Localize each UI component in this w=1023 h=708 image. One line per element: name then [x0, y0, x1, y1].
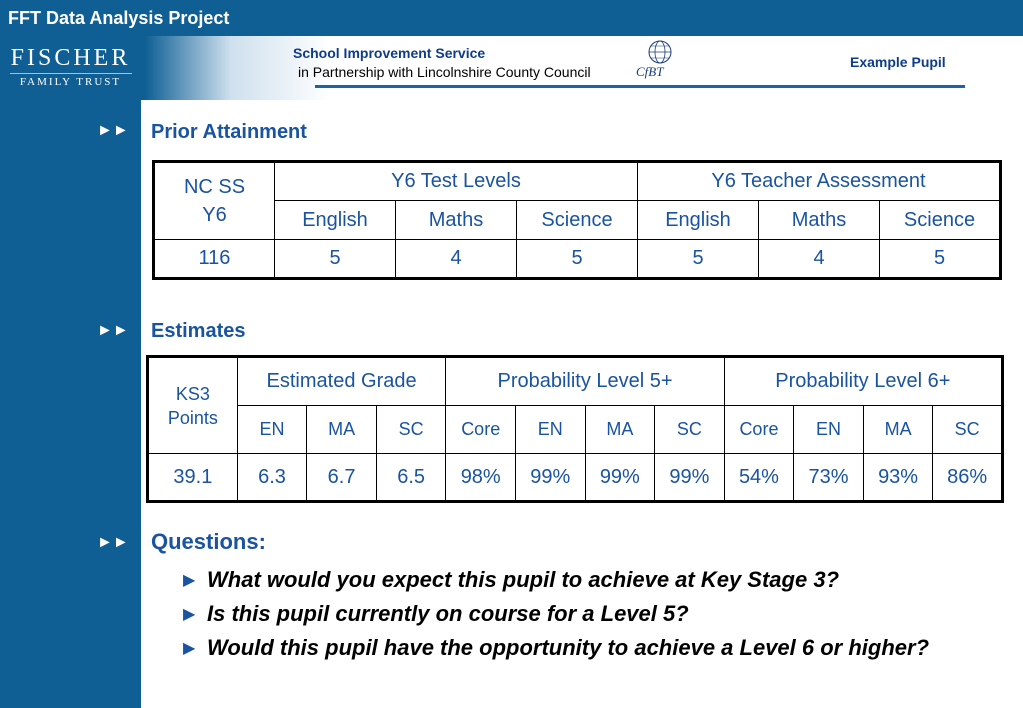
left-sidebar [0, 100, 141, 708]
table-cell: 6.7 [307, 454, 377, 502]
table-cell: 98% [446, 454, 516, 502]
title-bar [0, 0, 1023, 36]
list-item [183, 600, 983, 628]
subject-header: Maths [396, 201, 517, 240]
table-cell: 54% [724, 454, 794, 502]
ncss-header [154, 162, 275, 240]
estimates-heading: Estimates [151, 320, 246, 342]
ks3-points-header [148, 357, 238, 454]
table-cell: 99% [655, 454, 725, 502]
table-cell: 86% [933, 454, 1003, 502]
estimated-grade-header: Estimated Grade [237, 357, 446, 406]
question-text: Would this pupil have the opportunity to achieve a Level 6 or higher? [207, 635, 930, 660]
section-bullet-icon: ►► [97, 534, 129, 551]
estimates-table [146, 355, 1004, 503]
table-cell: 99% [585, 454, 655, 502]
subject-header: SC [933, 406, 1003, 454]
table-cell: 116 [154, 240, 275, 279]
table-cell: 4 [759, 240, 880, 279]
subject-header: Science [880, 201, 1001, 240]
logo-sub-text: FAMILY TRUST [19, 76, 122, 88]
table-row [148, 357, 1003, 406]
header-rule [315, 85, 965, 88]
table-cell: 5 [517, 240, 638, 279]
list-item [183, 566, 983, 594]
subject-header: Core [446, 406, 516, 454]
fischer-family-trust-logo [0, 40, 141, 92]
list-item [183, 634, 983, 662]
probability-level-6-header: Probability Level 6+ [724, 357, 1002, 406]
subject-header: EN [794, 406, 864, 454]
prior-attainment-heading: Prior Attainment [151, 121, 307, 143]
subject-header: SC [655, 406, 725, 454]
triangle-bullet-icon: ▶ [183, 640, 196, 657]
table-cell: 5 [638, 240, 759, 279]
section-bullet-icon: ►► [97, 322, 129, 339]
question-text: What would you expect this pupil to achieve at Key Stage 3? [207, 567, 840, 592]
table-cell: 4 [396, 240, 517, 279]
table-cell: 73% [794, 454, 864, 502]
subject-header: English [275, 201, 396, 240]
logo-divider [10, 73, 132, 74]
subject-header: MA [307, 406, 377, 454]
table-cell: 6.3 [237, 454, 307, 502]
subject-header: Core [724, 406, 794, 454]
cfbt-logo-text: CfBT [636, 64, 664, 79]
subject-header: MA [585, 406, 655, 454]
example-pupil-label: Example Pupil [850, 54, 946, 70]
prior-attainment-table [152, 160, 1002, 280]
project-title: FFT Data Analysis Project [8, 8, 230, 28]
table-cell: 5 [275, 240, 396, 279]
ks3-points-text: KS3 Points [167, 383, 218, 428]
subject-header: EN [237, 406, 307, 454]
subject-header: Science [517, 201, 638, 240]
school-improvement-service: School Improvement Service [293, 45, 486, 61]
y6-teacher-assessment-header: Y6 Teacher Assessment [638, 162, 1001, 201]
table-cell: 39.1 [148, 454, 238, 502]
table-row [154, 240, 1001, 279]
subject-header: EN [515, 406, 585, 454]
table-cell: 5 [880, 240, 1001, 279]
partnership-text: in Partnership with Lincolnshire County Council [298, 64, 591, 80]
subject-header: Maths [759, 201, 880, 240]
subject-header: English [638, 201, 759, 240]
y6-test-levels-header: Y6 Test Levels [275, 162, 638, 201]
question-text: Is this pupil currently on course for a Level 5? [207, 601, 689, 626]
subject-header: MA [863, 406, 933, 454]
table-row [148, 454, 1003, 502]
table-row [148, 406, 1003, 454]
logo-main-text: FISCHER [10, 45, 131, 71]
ncss-header-text: NC SS Y6 [183, 176, 246, 226]
section-bullet-icon: ►► [97, 122, 129, 139]
triangle-bullet-icon: ▶ [183, 572, 196, 589]
triangle-bullet-icon: ▶ [183, 606, 196, 623]
questions-heading: Questions: [151, 529, 266, 554]
questions-list [183, 566, 983, 668]
table-cell: 93% [863, 454, 933, 502]
table-row [154, 201, 1001, 240]
subject-header: SC [376, 406, 446, 454]
table-cell: 6.5 [376, 454, 446, 502]
probability-level-5-header: Probability Level 5+ [446, 357, 724, 406]
table-row [154, 162, 1001, 201]
table-cell: 99% [515, 454, 585, 502]
